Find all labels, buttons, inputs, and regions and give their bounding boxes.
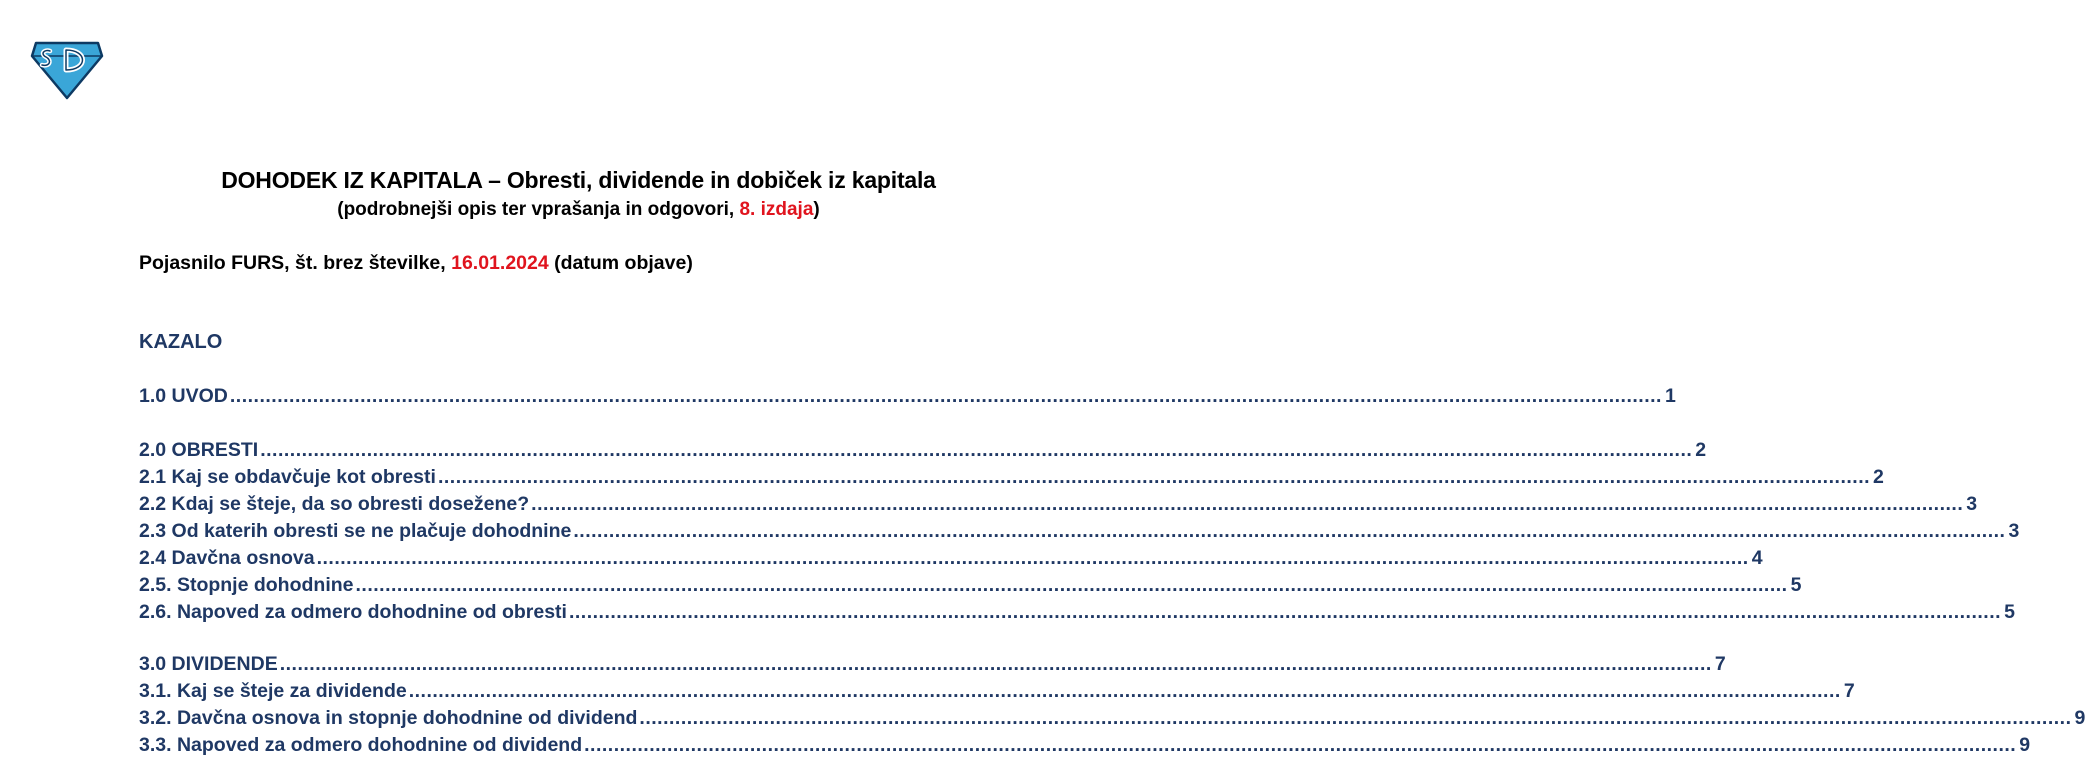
toc-entry-label: 2.0 OBRESTI: [139, 439, 258, 462]
toc-entry[interactable]: [139, 547, 963, 573]
toc-entry[interactable]: [139, 439, 963, 465]
toc-dot-leader: [260, 439, 1692, 462]
toc-entry[interactable]: [139, 493, 963, 519]
edition-label: 8. izdaja: [739, 199, 813, 220]
toc-heading: KAZALO: [139, 331, 222, 354]
toc-entry[interactable]: [139, 653, 963, 679]
toc-entry-label: 2.1 Kaj se obdavčuje kot obresti: [139, 466, 436, 489]
sd-diamond-logo-icon: [30, 40, 104, 100]
toc-entry-label: 2.6. Napoved za odmero dohodnine od obresti: [139, 601, 567, 624]
toc-dot-leader: [409, 680, 1841, 703]
toc-entry-page: 7: [1715, 653, 1726, 676]
toc-dot-leader: [639, 707, 2071, 730]
toc-dot-leader: [317, 547, 1749, 570]
toc-entry-page: 5: [2004, 601, 2015, 624]
toc-entry[interactable]: [139, 385, 963, 411]
toc-entry-page: 9: [2075, 707, 2085, 730]
toc-entry-page: 5: [1791, 574, 1802, 597]
toc-entry[interactable]: [139, 574, 963, 600]
toc-dot-leader: [584, 734, 2016, 757]
toc-entry-label: 2.5. Stopnje dohodnine: [139, 574, 354, 597]
toc-entry-page: 3: [2008, 520, 2019, 543]
subtitle-suffix: ): [813, 199, 819, 220]
toc-entry[interactable]: [139, 707, 963, 733]
toc-entry[interactable]: [139, 520, 963, 546]
toc-dot-leader: [531, 493, 1963, 516]
reference-suffix: (datum objave): [549, 252, 693, 274]
toc-entry-label: 2.2 Kdaj se šteje, da so obresti dosežene?: [139, 493, 529, 516]
toc-entry-label: 3.2. Davčna osnova in stopnje dohodnine od dividend: [139, 707, 637, 730]
publication-date: 16.01.2024: [451, 252, 549, 274]
document-subtitle: [0, 199, 1157, 221]
toc-entry-label: 3.3. Napoved za odmero dohodnine od dividend: [139, 734, 582, 757]
toc-entry-page: 7: [1844, 680, 1855, 703]
toc-dot-leader: [569, 601, 2001, 624]
toc-dot-leader: [356, 574, 1788, 597]
toc-entry-label: 2.3 Od katerih obresti se ne plačuje dohodnine: [139, 520, 571, 543]
toc-dot-leader: [230, 385, 1662, 408]
toc-dot-leader: [280, 653, 1712, 676]
toc-entry-label: 3.0 DIVIDENDE: [139, 653, 278, 676]
subtitle-prefix: (podrobnejši opis ter vprašanja in odgovori,: [337, 199, 739, 220]
reference-line: [139, 252, 693, 275]
toc-entry-label: 1.0 UVOD: [139, 385, 228, 408]
toc-entry-page: 9: [2019, 734, 2030, 757]
toc-entry-label: 2.4 Davčna osnova: [139, 547, 315, 570]
toc-entry-page: 4: [1752, 547, 1763, 570]
toc-entry-label: 3.1. Kaj se šteje za dividende: [139, 680, 407, 703]
toc-entry[interactable]: [139, 601, 963, 627]
toc-entry[interactable]: [139, 466, 963, 492]
toc-entry-page: 2: [1873, 466, 1884, 489]
toc-entry-page: 3: [1966, 493, 1977, 516]
toc-dot-leader: [438, 466, 1870, 489]
toc-entry[interactable]: [139, 680, 963, 706]
toc-entry-page: 1: [1665, 385, 1676, 408]
reference-prefix: Pojasnilo FURS, št. brez številke,: [139, 252, 451, 274]
document-title: DOHODEK IZ KAPITALA – Obresti, dividende in dobiček iz kapitala: [0, 167, 1157, 194]
toc-entry-page: 2: [1695, 439, 1706, 462]
toc-entry[interactable]: [139, 734, 963, 743]
toc-dot-leader: [573, 520, 2005, 543]
